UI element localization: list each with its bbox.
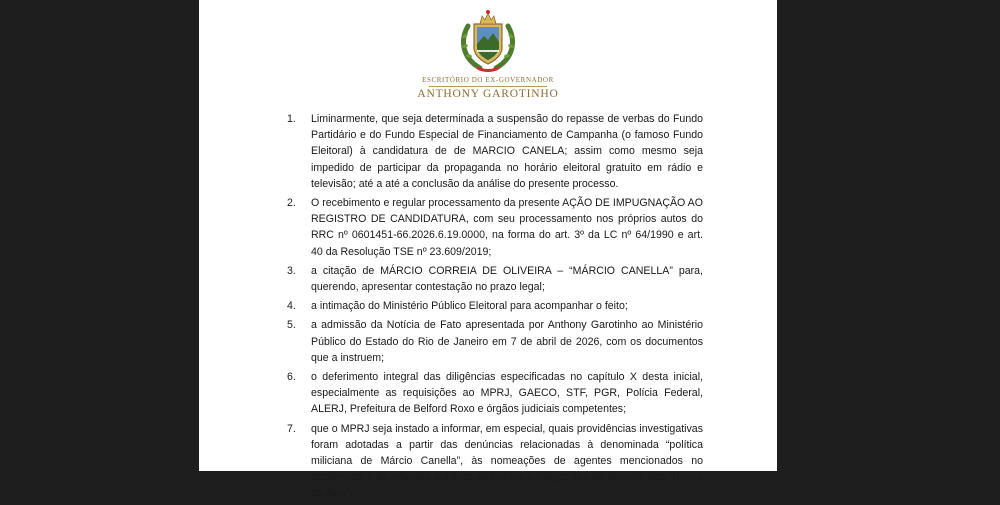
list-item xyxy=(287,195,703,260)
item-text: a admissão da Notícia de Fato apresentada por Anthony Garotinho ao Ministério Público do Estado do Rio de Janeiro em 7 de abril de 2026, com os documentos que a instruem; xyxy=(311,319,703,364)
item-text: o deferimento integral das diligências especificadas no capítulo X desta inicial, especialmente as requisições ao MPRJ, GAECO, STF, PGR, Polícia Federal, ALERJ, Prefeitura de Belford Roxo e órgãos judiciais competentes; xyxy=(311,371,703,416)
person-name: ANTHONY GAROTINHO xyxy=(417,88,559,100)
document-page xyxy=(199,0,777,500)
item-number: 3. xyxy=(287,264,296,277)
item-text: O recebimento e regular processamento da presente AÇÃO DE IMPUGNAÇÃO AO REGISTRO DE CANDIDATURA, com seu processamento nos próprios autos do RRC nº 0601451-66.2026.6.19.0000, na forma do art. 3º da LC nº 64/1990 e art. 40 da Resolução TSE nº 23.609/2019; xyxy=(311,197,703,258)
office-title: ESCRITÓRIO DO EX-GOVERNADOR xyxy=(422,76,554,84)
item-number: 1. xyxy=(287,113,296,125)
item-text: a intimação do Ministério Público Eleitoral para acompanhar o feito; xyxy=(311,300,628,313)
item-number: 5. xyxy=(287,319,296,332)
list-item xyxy=(287,263,703,295)
list-item xyxy=(287,298,703,314)
item-number: 6. xyxy=(287,371,296,384)
list-item xyxy=(287,369,703,418)
item-text: Liminarmente, que seja determinada a suspensão do repasse de verbas do Fundo Partidário e do Fundo Especial de Financiamento de Campanha (o famoso Fundo Eleitoral) à candidatura de de MARCIO CANELA; assim como mesmo seja impedido de participar da propaganda no horário eleitoral gratuito em rádio e televisão; até a até a conclusão da análise do presente processo. xyxy=(311,113,703,190)
list-item xyxy=(287,317,703,366)
divider xyxy=(429,86,547,87)
item-number: 7. xyxy=(287,422,296,435)
coat-of-arms-emblem xyxy=(454,6,522,74)
letterhead xyxy=(199,6,777,100)
item-number: 2. xyxy=(287,197,296,210)
list-item xyxy=(287,421,703,502)
list-item xyxy=(287,111,703,192)
requests-list xyxy=(287,111,703,505)
item-number: 4. xyxy=(287,300,296,313)
item-text: que o MPRJ seja instado a informar, em especial, quais providências investigativas foram adotadas a partir das denúncias relacionadas à denominada “política miliciana de Márcio Canella”, às nomeações de agentes mencionados no documento e às relações políticas atribuídas a integrantes do denominado “Bonde do Jura”; xyxy=(311,422,703,500)
item-text: a citação de MÁRCIO CORREIA DE OLIVEIRA – “MÁRCIO CANELLA” para, querendo, apresentar contestação no prazo legal; xyxy=(311,264,703,294)
